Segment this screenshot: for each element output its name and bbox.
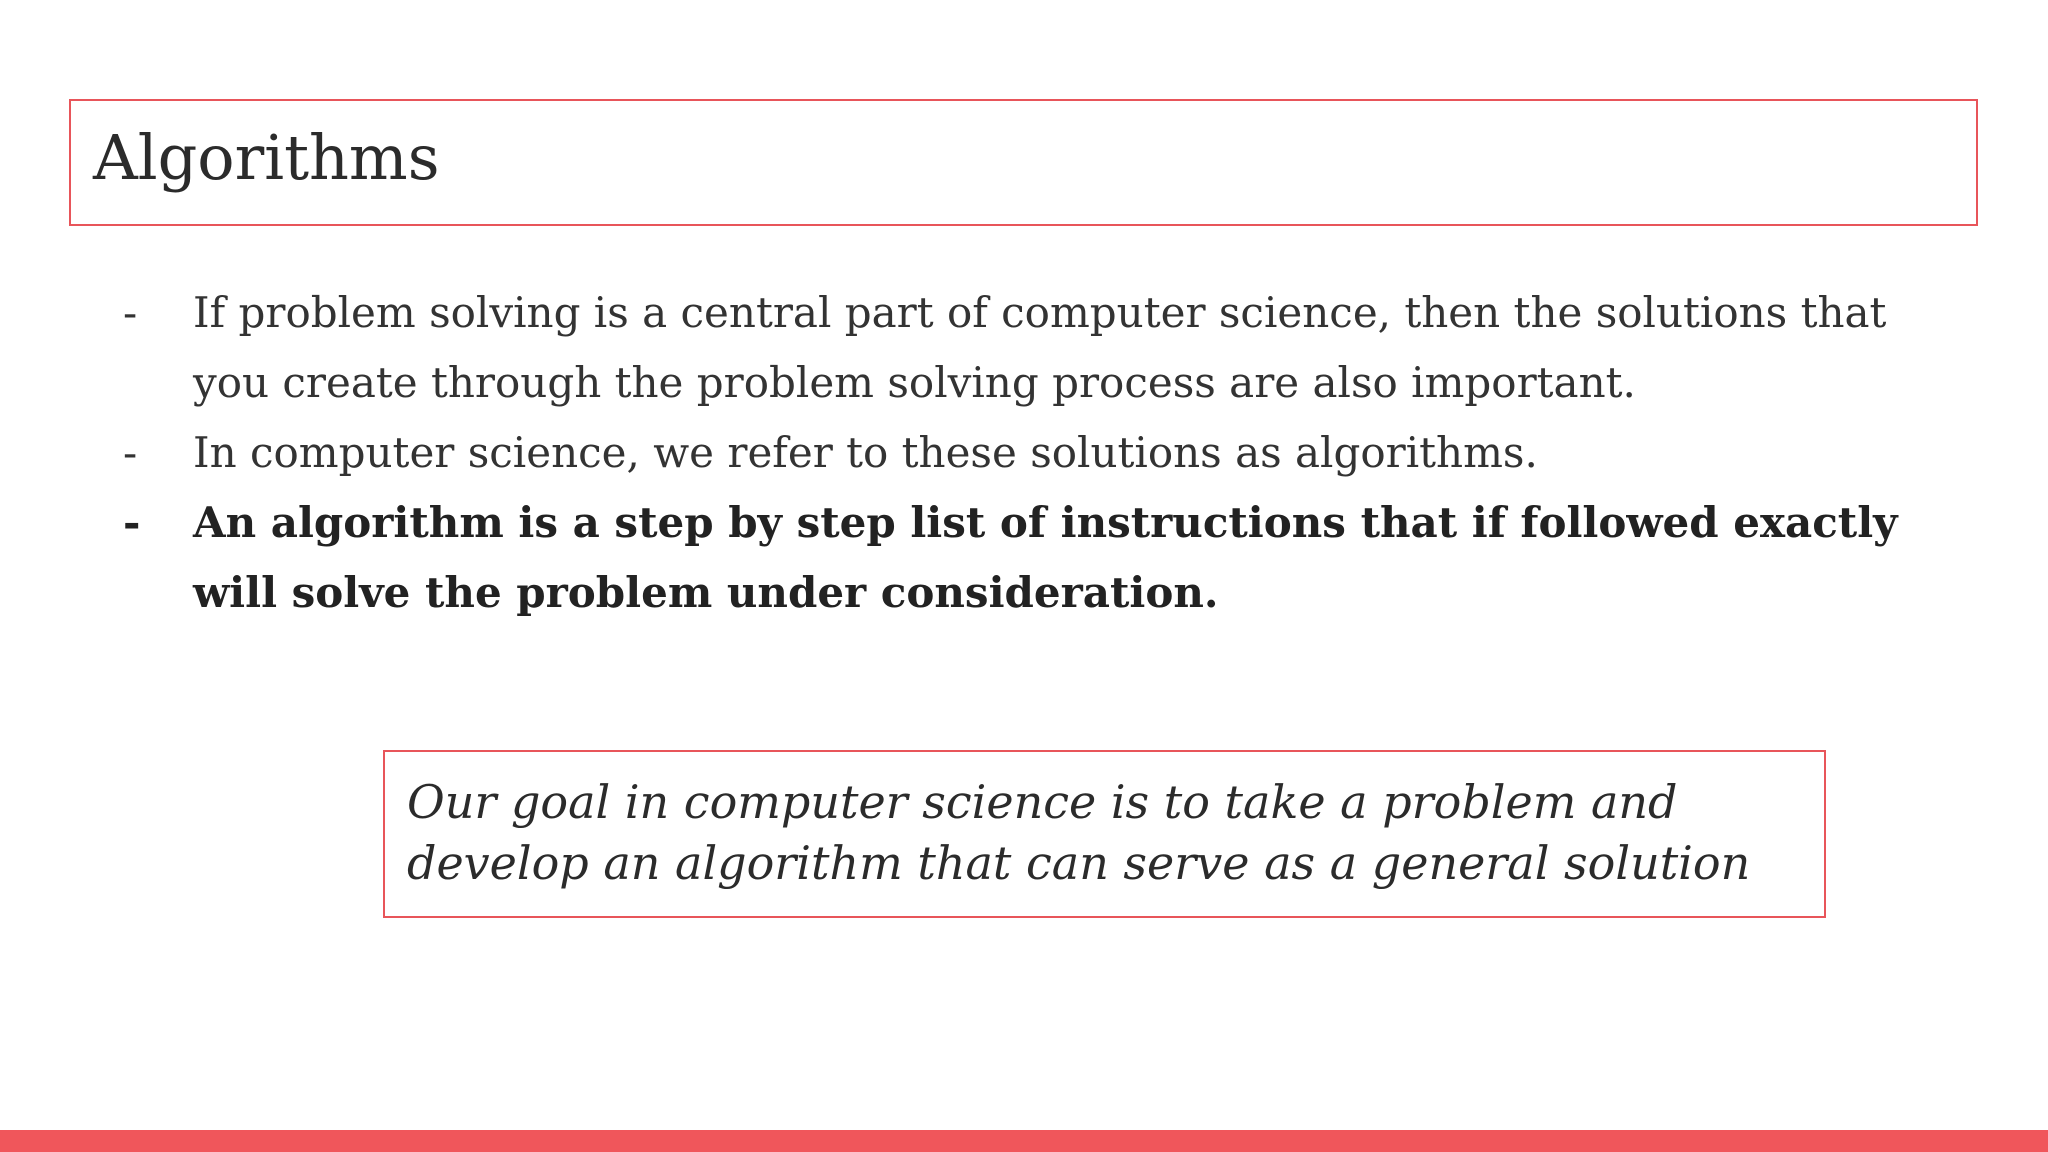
bullet-dash: -	[123, 498, 141, 547]
bullet-dash: -	[123, 428, 138, 477]
footer-accent-bar	[0, 1130, 2048, 1152]
bullet-text: An algorithm is a step by step list of instructions that if followed exactly will solve the problem under consideration.	[193, 498, 1898, 617]
slide-title: Algorithms	[93, 121, 440, 194]
title-box	[69, 99, 1978, 226]
bullet-text: In computer science, we refer to these solutions as algorithms.	[193, 428, 1538, 477]
bullet-text: If problem solving is a central part of computer science, then the solutions that you create through the problem solving process are also important.	[193, 288, 1887, 407]
bullet-list	[118, 278, 1948, 628]
quote-text: Our goal in computer science is to take a problem and develop an algorithm that can serve as a general solution	[407, 775, 1751, 890]
bullet-item	[118, 418, 1948, 488]
bullet-dash: -	[123, 288, 138, 337]
bullet-item-emphasized	[118, 488, 1948, 628]
quote-box	[383, 750, 1826, 918]
bullet-item	[118, 278, 1948, 418]
